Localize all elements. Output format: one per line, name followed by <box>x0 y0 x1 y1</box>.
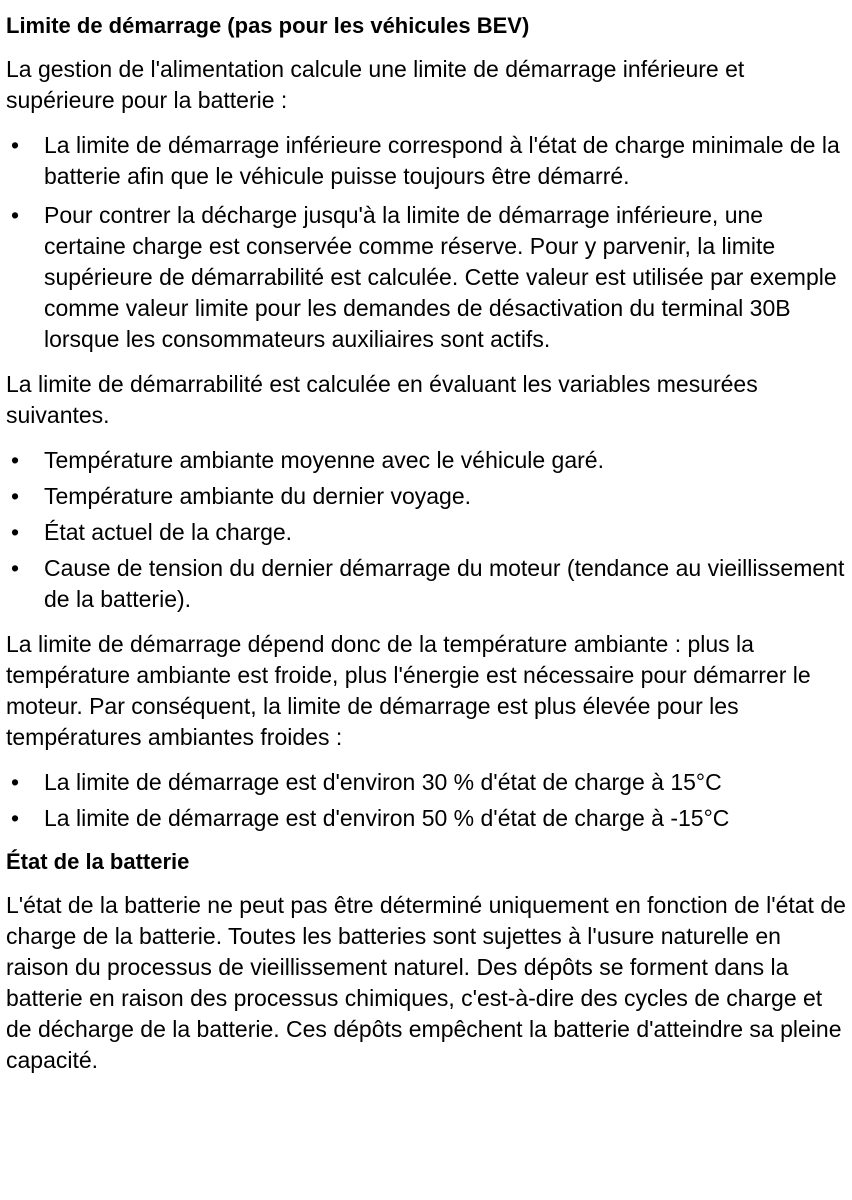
bullet-glyph: • <box>11 519 20 545</box>
list-item <box>6 517 846 548</box>
list-item <box>6 803 846 834</box>
bullet-glyph: • <box>11 805 20 831</box>
list-item <box>6 200 846 355</box>
list-item <box>6 445 846 476</box>
list-item <box>6 767 846 798</box>
bullet-glyph: • <box>11 132 20 158</box>
list-item-text: Cause de tension du dernier démarrage du moteur (tendance au vieillissement de la batterie). <box>44 555 845 612</box>
list-item-text: Pour contrer la décharge jusqu'à la limite de démarrage inférieure, une certaine charge est conservée comme réserve. Pour y parvenir, la limite supérieure de démarrabilité est calculée. Cette valeur est utilisée par exemple comme valeur limite pour les demandes de désactivation du terminal 30B lorsque les consommateurs auxiliaires sont actifs. <box>44 202 837 352</box>
list-item <box>6 481 846 512</box>
temperature-list <box>6 767 846 834</box>
variables-intro: La limite de démarrabilité est calculée en évaluant les variables mesurées suivantes. <box>6 371 758 428</box>
list-item-text: Température ambiante moyenne avec le véhicule garé. <box>44 447 604 473</box>
temperature-text: La limite de démarrage dépend donc de la température ambiante : plus la température ambiante est froide, plus l'énergie est nécessaire pour démarrer le moteur. Par conséquent, la limite de démarrage est plus élevée pour les températures ambiantes froides : <box>6 631 811 750</box>
battery-state-section <box>6 848 846 1076</box>
list-item <box>6 553 846 615</box>
start-limit-list <box>6 130 846 355</box>
battery-state-text: L'état de la batterie ne peut pas être déterminé uniquement en fonction de l'état de charge de la batterie. Toutes les batteries sont sujettes à l'usure naturelle en raison du processus de vieillissement naturel. Des dépôts se forment dans la batterie en raison des processus chimiques, c'est-à-dire des cycles de charge et de décharge de la batterie. Ces dépôts empêchent la batterie d'atteindre sa pleine capacité. <box>6 892 846 1073</box>
bullet-glyph: • <box>11 483 20 509</box>
bullet-glyph: • <box>11 202 20 228</box>
start-limit-intro: La gestion de l'alimentation calcule une limite de démarrage inférieure et supérieure pour la batterie : <box>6 56 745 113</box>
list-item-text: Température ambiante du dernier voyage. <box>44 483 472 509</box>
start-limit-section <box>6 12 846 834</box>
list-item-text: La limite de démarrage est d'environ 50 % d'état de charge à -15°C <box>44 805 730 831</box>
list-item-text: État actuel de la charge. <box>44 519 293 545</box>
bullet-glyph: • <box>11 447 20 473</box>
list-item-text: La limite de démarrage est d'environ 30 % d'état de charge à 15°C <box>44 769 722 795</box>
bullet-glyph: • <box>11 555 20 581</box>
list-item-text: La limite de démarrage inférieure correspond à l'état de charge minimale de la batterie afin que le véhicule puisse toujours être démarré. <box>44 132 840 189</box>
list-item <box>6 130 846 192</box>
battery-state-heading: État de la batterie <box>6 849 190 874</box>
bullet-glyph: • <box>11 769 20 795</box>
start-limit-heading: Limite de démarrage (pas pour les véhicules BEV) <box>6 13 530 38</box>
variables-list <box>6 445 846 615</box>
